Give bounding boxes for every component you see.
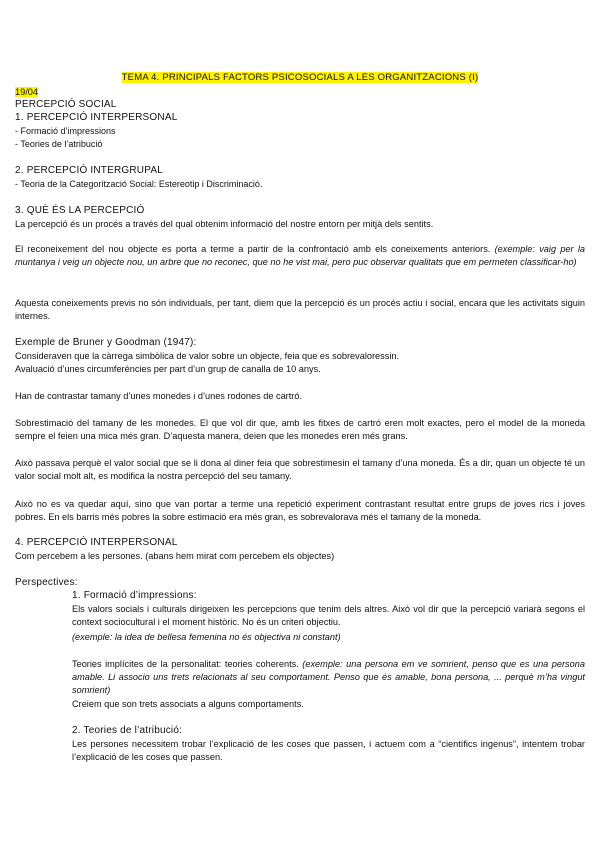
bruner-line-2: Avaluació d’unes circumferències per part d’un grup de canalla de 10 anys. [15,364,321,374]
bruner-line-1: Consideraven que la càrrega simbòlica de valor sobre un objecte, feia que es sobrevaloressin. [15,351,400,361]
section-1-heading: 1. PERCEPCIÓ INTERPERSONAL [15,112,178,123]
perspective-1-text: Els valors socials i culturals dirigeixen les percepcions que tenim dels altres. Això vol dir que la percepció variarà segons el context sociocultural i el moment històric. No és un criteri objectiu. [72,604,585,627]
perspectives-label: Perspectives: [15,577,78,588]
date-line [15,86,585,98]
bruner-paragraph-4: Això passava perquè el valor social que se li dona al diner feia que sobrestimesin el tamany d’una moneda. És a dir, quan un objecte té un valor social molt alt, es modifica la nostra percepció del seu tamany. [15,458,585,481]
document-title: TEMA 4. PRINCIPALS FACTORS PSICOSOCIALS A LES ORGANITZACIONS (I) [121,72,479,83]
bruner-heading: Exemple de Bruner y Goodman (1947): [15,337,197,348]
bruner-paragraph-3: Sobrestimació del tamany de les monedes. El que vol dir que, amb les fitxes de cartró eren molt exactes, pero el model de la moneda sempre el feien una mica més gran. D’aquesta manera, deien que les monedes eren més grans. [15,418,585,441]
date: 19/04 [15,87,38,97]
section-3-heading: 3. QUÈ ÉS LA PERCEPCIÓ [15,205,145,216]
section-percepcio-social: PERCEPCIÓ SOCIAL [15,99,117,110]
s3-example: (exemple: vaig per la muntanya i veig un objecte nou, un arbre que no reconec, que no he vist mai, pero puc observar qualitats que em permeten classificar-ho) [15,244,586,267]
s3-paragraph-3: Aquesta coneixements previs no són individuals, per tant, diem que la percepció és un procés actiu i social, encara que les activitats siguin internes. [15,298,585,321]
section-4-heading: 4. PERCEPCIÓ INTERPERSONAL [15,537,178,548]
perspective-1-teories: Teories implícites de la personalitat: teories coherents. (exemple: una persona em ve somrient, penso que es una persona amable. Li associo uns trets relacionats al seu comportament. Penso que és amable, bona persona, ... perquè m’ha vingut somrient) [72,659,585,695]
s1-item-2: - Teories de l’atribució [15,139,103,149]
perspective-1-example: (exemple: la idea de bellesa femenina no és objectiva ni constant) [72,632,341,642]
s1-item-1: - Formació d’impressions [15,126,116,136]
bruner-paragraph-2: Han de contrastar tamany d’unes monedes i d’unes rodones de cartró. [15,391,303,401]
s3-paragraph-1: La percepció és un procés a través del qual obtenim informació del nostre entorn per mitjà dels sentits. [15,219,434,229]
perspective-2-text: Les persones necessitem trobar l’explicació de les coses que passen, i actuem com a “científics ingenus”, intentem trobar l’explicació de les coses que passen. [72,739,585,762]
section-2-heading: 2. PERCEPCIÓ INTERGRUPAL [15,165,163,176]
s4-intro: Com percebem a les persones. (abans hem mirat com percebem els objectes) [15,551,335,561]
bruner-paragraph-5: Això no es va quedar aquí, sino que van portar a terme una repetició experiment contrastant resultat entre grups de joves rics i joves pobres. En els barris més pobres la sobre estimació era més gran, es sobrevalorava més el tamany de la moneda. [15,499,585,522]
perspective-1-creiem: Creiem que son trets associats a alguns comportaments. [72,699,304,709]
s3-paragraph-2: El reconeixement del nou objecte es porta a terme a partir de la confrontació amb els coneixements anteriors. (exemple: vaig per la muntanya i veig un objecte nou, un arbre que no reconec, que no he vist mai, pero puc observar qualitats que em permeten classificar-ho) [15,244,586,267]
s2-item-1: - Teoria de la Categorització Social: Estereotip i Discriminació. [15,179,263,189]
perspective-1-heading: 1. Formació d’impressions: [72,590,197,601]
perspective-2-heading: 2. Teories de l’atribució: [72,725,183,736]
teories-example: (exemple: una persona em ve somrient, penso que es una persona amable. Li associo uns trets relacionats al seu comportament. Penso que és amable, bona persona, ... perquè m’ha vingut somrient) [72,659,585,695]
